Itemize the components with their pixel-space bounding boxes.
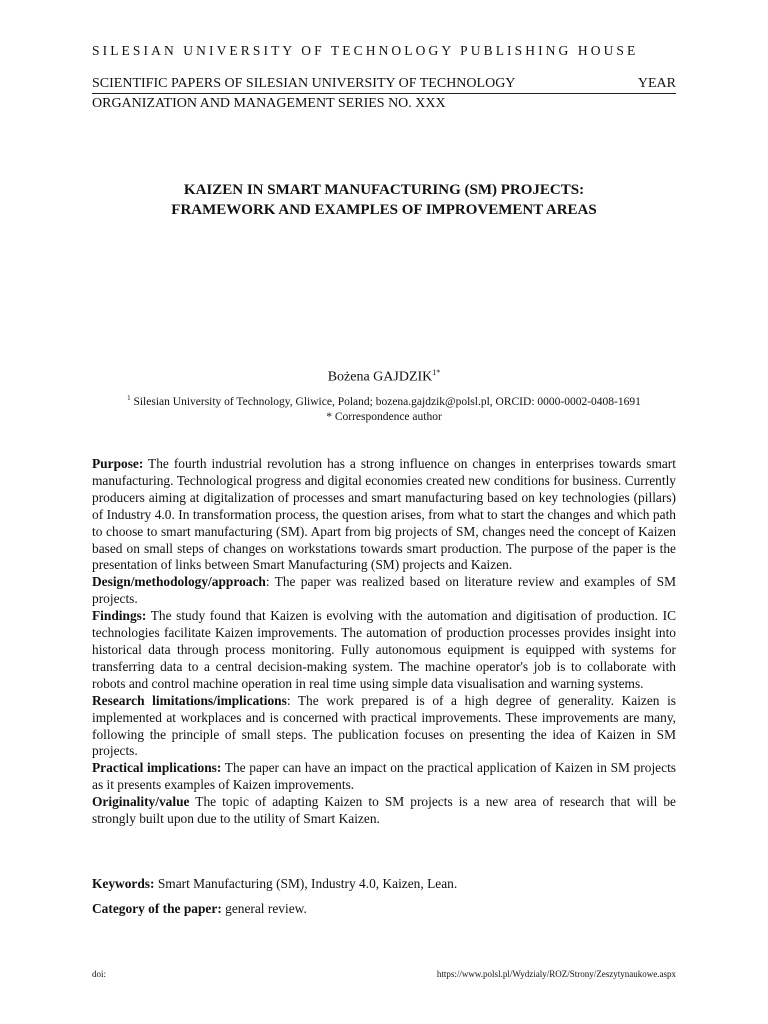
practical-label: Practical implications: [92,760,222,776]
year-label: YEAR [637,76,676,91]
findings-text: The study found that Kaizen is evolving with the automation and digitisation of production. IC technologies facilitate Kaizen improvements. The automation of production processes provides insight into historical data through process monitoring. Fully autonomous equipment is equipped with systems for transferring data to a central decision-making system. The machine operator's job is to collaborate with robots and control machine operation in real time using simple data visualisation and warning systems. [92,608,676,691]
publisher-header: SILESIAN UNIVERSITY OF TECHNOLOGY PUBLISHING HOUSE [92,43,639,58]
keywords-label: Keywords: [92,876,155,891]
correspondence-note: * Correspondence author [326,410,442,423]
originality-label: Originality/value [92,794,190,810]
category-text: general review. [221,901,307,916]
practical-text: The paper can have an impact on the practical application of Kaizen in SM projects as it presents examples of Kaizen improvements. [92,760,676,793]
series-line-2: ORGANIZATION AND MANAGEMENT SERIES NO. XXX [92,96,446,111]
paper-title [92,180,676,220]
purpose-label: Purpose: [92,456,144,471]
originality-text: The topic of adapting Kaizen to SM projects is a new area of research that will be strongly built upon due to the utility of Smart Kaizen. [92,794,676,827]
title-line-1: KAIZEN IN SMART MANUFACTURING (SM) PROJECTS: [183,182,585,198]
keywords-text: Smart Manufacturing (SM), Industry 4.0, Kaizen, Lean. [154,876,458,891]
affiliation-text: Silesian University of Technology, Gliwice, Poland; bozena.gajdzik@polsl.pl, ORCID: 0000-0002-0408-1691 [133,395,641,408]
abstract [92,456,676,828]
author-line [92,368,676,386]
findings-label: Findings: [92,608,147,624]
series-title: SCIENTIFIC PAPERS OF SILESIAN UNIVERSITY OF TECHNOLOGY [92,76,516,91]
paper-category [92,901,676,917]
category-label: Category of the paper: [92,901,222,916]
abstract-purpose [92,456,676,574]
author-name: Bożena GAJDZIK [327,369,433,385]
series-line-1 [92,76,676,92]
abstract-findings [92,608,676,693]
keywords [92,876,676,892]
affiliation-block [92,391,676,425]
abstract-design [92,574,676,608]
author-superscript: 1* [432,368,441,377]
limitations-text: : The work prepared is of a high degree of generality. Kaizen is implemented at workplaces and is concerned with practical improvements. These improvements are many, following the principle of small steps. The publication focuses on presenting the idea of Kaizen in SM projects. [92,692,677,759]
design-label: Design/methodology/approach [92,574,266,590]
header-rule [92,93,676,94]
affiliation-line [92,391,676,410]
title-line-2: FRAMEWORK AND EXAMPLES OF IMPROVEMENT AREAS [171,202,597,218]
abstract-practical [92,760,676,794]
abstract-originality [92,794,676,828]
purpose-text: The fourth industrial revolution has a strong influence on changes in enterprises towards smart manufacturing. Technological progress and digital economies created new conditions for business. Currently producers aiming at digitalization of processes and smart manufacturing based on key technologies (pillars) of Industry 4.0. In transformation process, the question arises, from what to start the changes and which path to choose to smart manufacturing (SM). Apart from big projects of SM, changes need the concept of Kaizen based on small steps of changes on workstations towards smart production. The purpose of the paper is the presentation of links between Smart Manufacturing (SM) projects and Kaizen. [92,456,676,573]
affiliation-superscript: 1 [127,394,131,402]
footer-url-link[interactable]: https://www.polsl.pl/Wydzialy/ROZ/Strony/Zeszytynaukowe.aspx [436,969,676,979]
design-text: : The paper was realized based on literature review and examples of SM projects. [92,574,676,607]
limitations-label: Research limitations/implications [92,692,287,708]
footer-doi: doi: [92,969,107,979]
abstract-limitations [92,693,676,761]
